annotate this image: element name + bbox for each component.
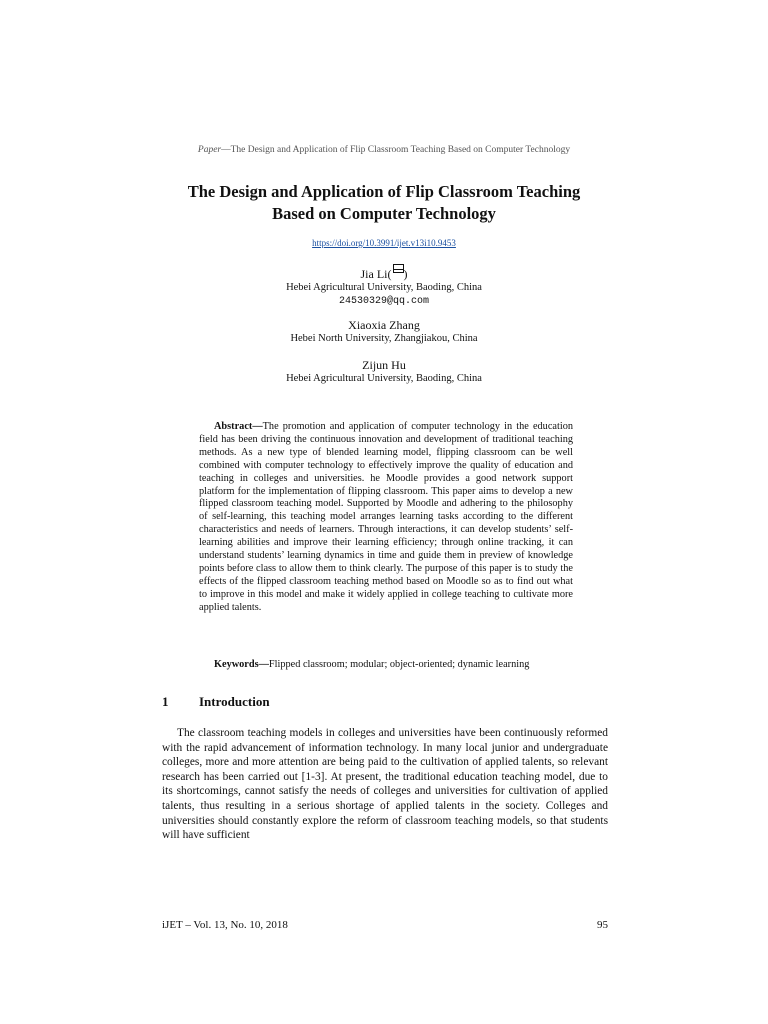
running-head-title: The Design and Application of Flip Classroom Teaching Based on Computer Technology <box>230 145 571 155</box>
section-number: 1 <box>162 694 169 709</box>
footer-page-number: 95 <box>597 919 608 931</box>
section-title: Introduction <box>199 694 270 709</box>
envelope-icon <box>393 264 404 273</box>
paren-close: ) <box>403 267 408 281</box>
abstract-text: The promotion and application of computer technology in the education field has been driving the continuous innovation and development of traditional teaching methods. As a new type of blended learning model, flipping classroom can be well combined with computer technology to effectively improve the quality of education and teaching in colleges and universities. he Moodle provides a good network support platform for the implementation of flipping classroom. This paper aims to develop a new flipped classroom teaching model. Supported by Moodle and adhering to the philosophy of self-learning, this teaching model arranges learning tasks according to the different characteristics and needs of learners. Through interactions, it can develop students’ self-learning abilities and improve their learning efficiency; through online tracking, it can understand students’ learning dynamics in time and guide them in preview of knowledge points before class to allow them to think clearly. The purpose of this paper is to study the effects of the flipped classroom teaching method based on Moodle so as to find out what to improve in this model and make it widely applied in college teaching to cultivate more applied talents. <box>199 421 573 613</box>
paper-title <box>134 181 634 225</box>
abstract <box>199 421 573 615</box>
section-heading <box>162 694 270 710</box>
paper-title-line1: The Design and Application of Flip Classroom Teaching <box>187 182 581 201</box>
paper-title-line2: Based on Computer Technology <box>272 204 496 223</box>
doi-link[interactable]: https://doi.org/10.3991/ijet.v13i10.9453 <box>312 238 456 248</box>
author-name: Xiaoxia Zhang <box>348 318 420 332</box>
author-email[interactable]: 24530329@qq.com <box>338 296 429 307</box>
paren-open: ( <box>387 267 392 281</box>
running-head-prefix: Paper <box>197 145 222 155</box>
keywords-label: Keywords— <box>214 659 269 670</box>
running-head-separator: — <box>221 145 231 155</box>
author-affiliation: Hebei North University, Zhangjiakou, China <box>290 333 478 344</box>
author-affiliation: Hebei Agricultural University, Baoding, China <box>286 373 482 384</box>
running-head <box>0 145 768 155</box>
footer-journal: iJET – Vol. 13, No. 10, 2018 <box>162 919 288 931</box>
keywords-text: Flipped classroom; modular; object-oriented; dynamic learning <box>268 659 530 670</box>
keywords <box>199 658 579 671</box>
doi-line <box>0 238 768 248</box>
abstract-label: Abstract— <box>214 421 263 432</box>
author-name: Zijun Hu <box>362 358 406 372</box>
author-block-2 <box>0 318 768 346</box>
body-paragraph: The classroom teaching models in colleges and universities have been continuously reformed with the rapid advancement of information technology. In many local junior and undergraduate colleges, more and more attention are being paid to the cultivation of applied talents, so relevant research has been carried out [1-3]. At present, the traditional education teaching model, due to its shortcomings, cannot satisfy the needs of colleges and universities for cultivation of applied talents, thus resulting in a serious shortage of applied talents in the society. Colleges and universities should constantly explore the reform of classroom teaching models, so that students will have sufficient <box>162 727 608 842</box>
author-affiliation: Hebei Agricultural University, Baoding, China <box>286 282 482 293</box>
author-block-1 <box>0 264 768 308</box>
author-block-3 <box>0 358 768 386</box>
author-name: Jia Li <box>360 267 388 281</box>
author-name-line <box>0 264 768 281</box>
